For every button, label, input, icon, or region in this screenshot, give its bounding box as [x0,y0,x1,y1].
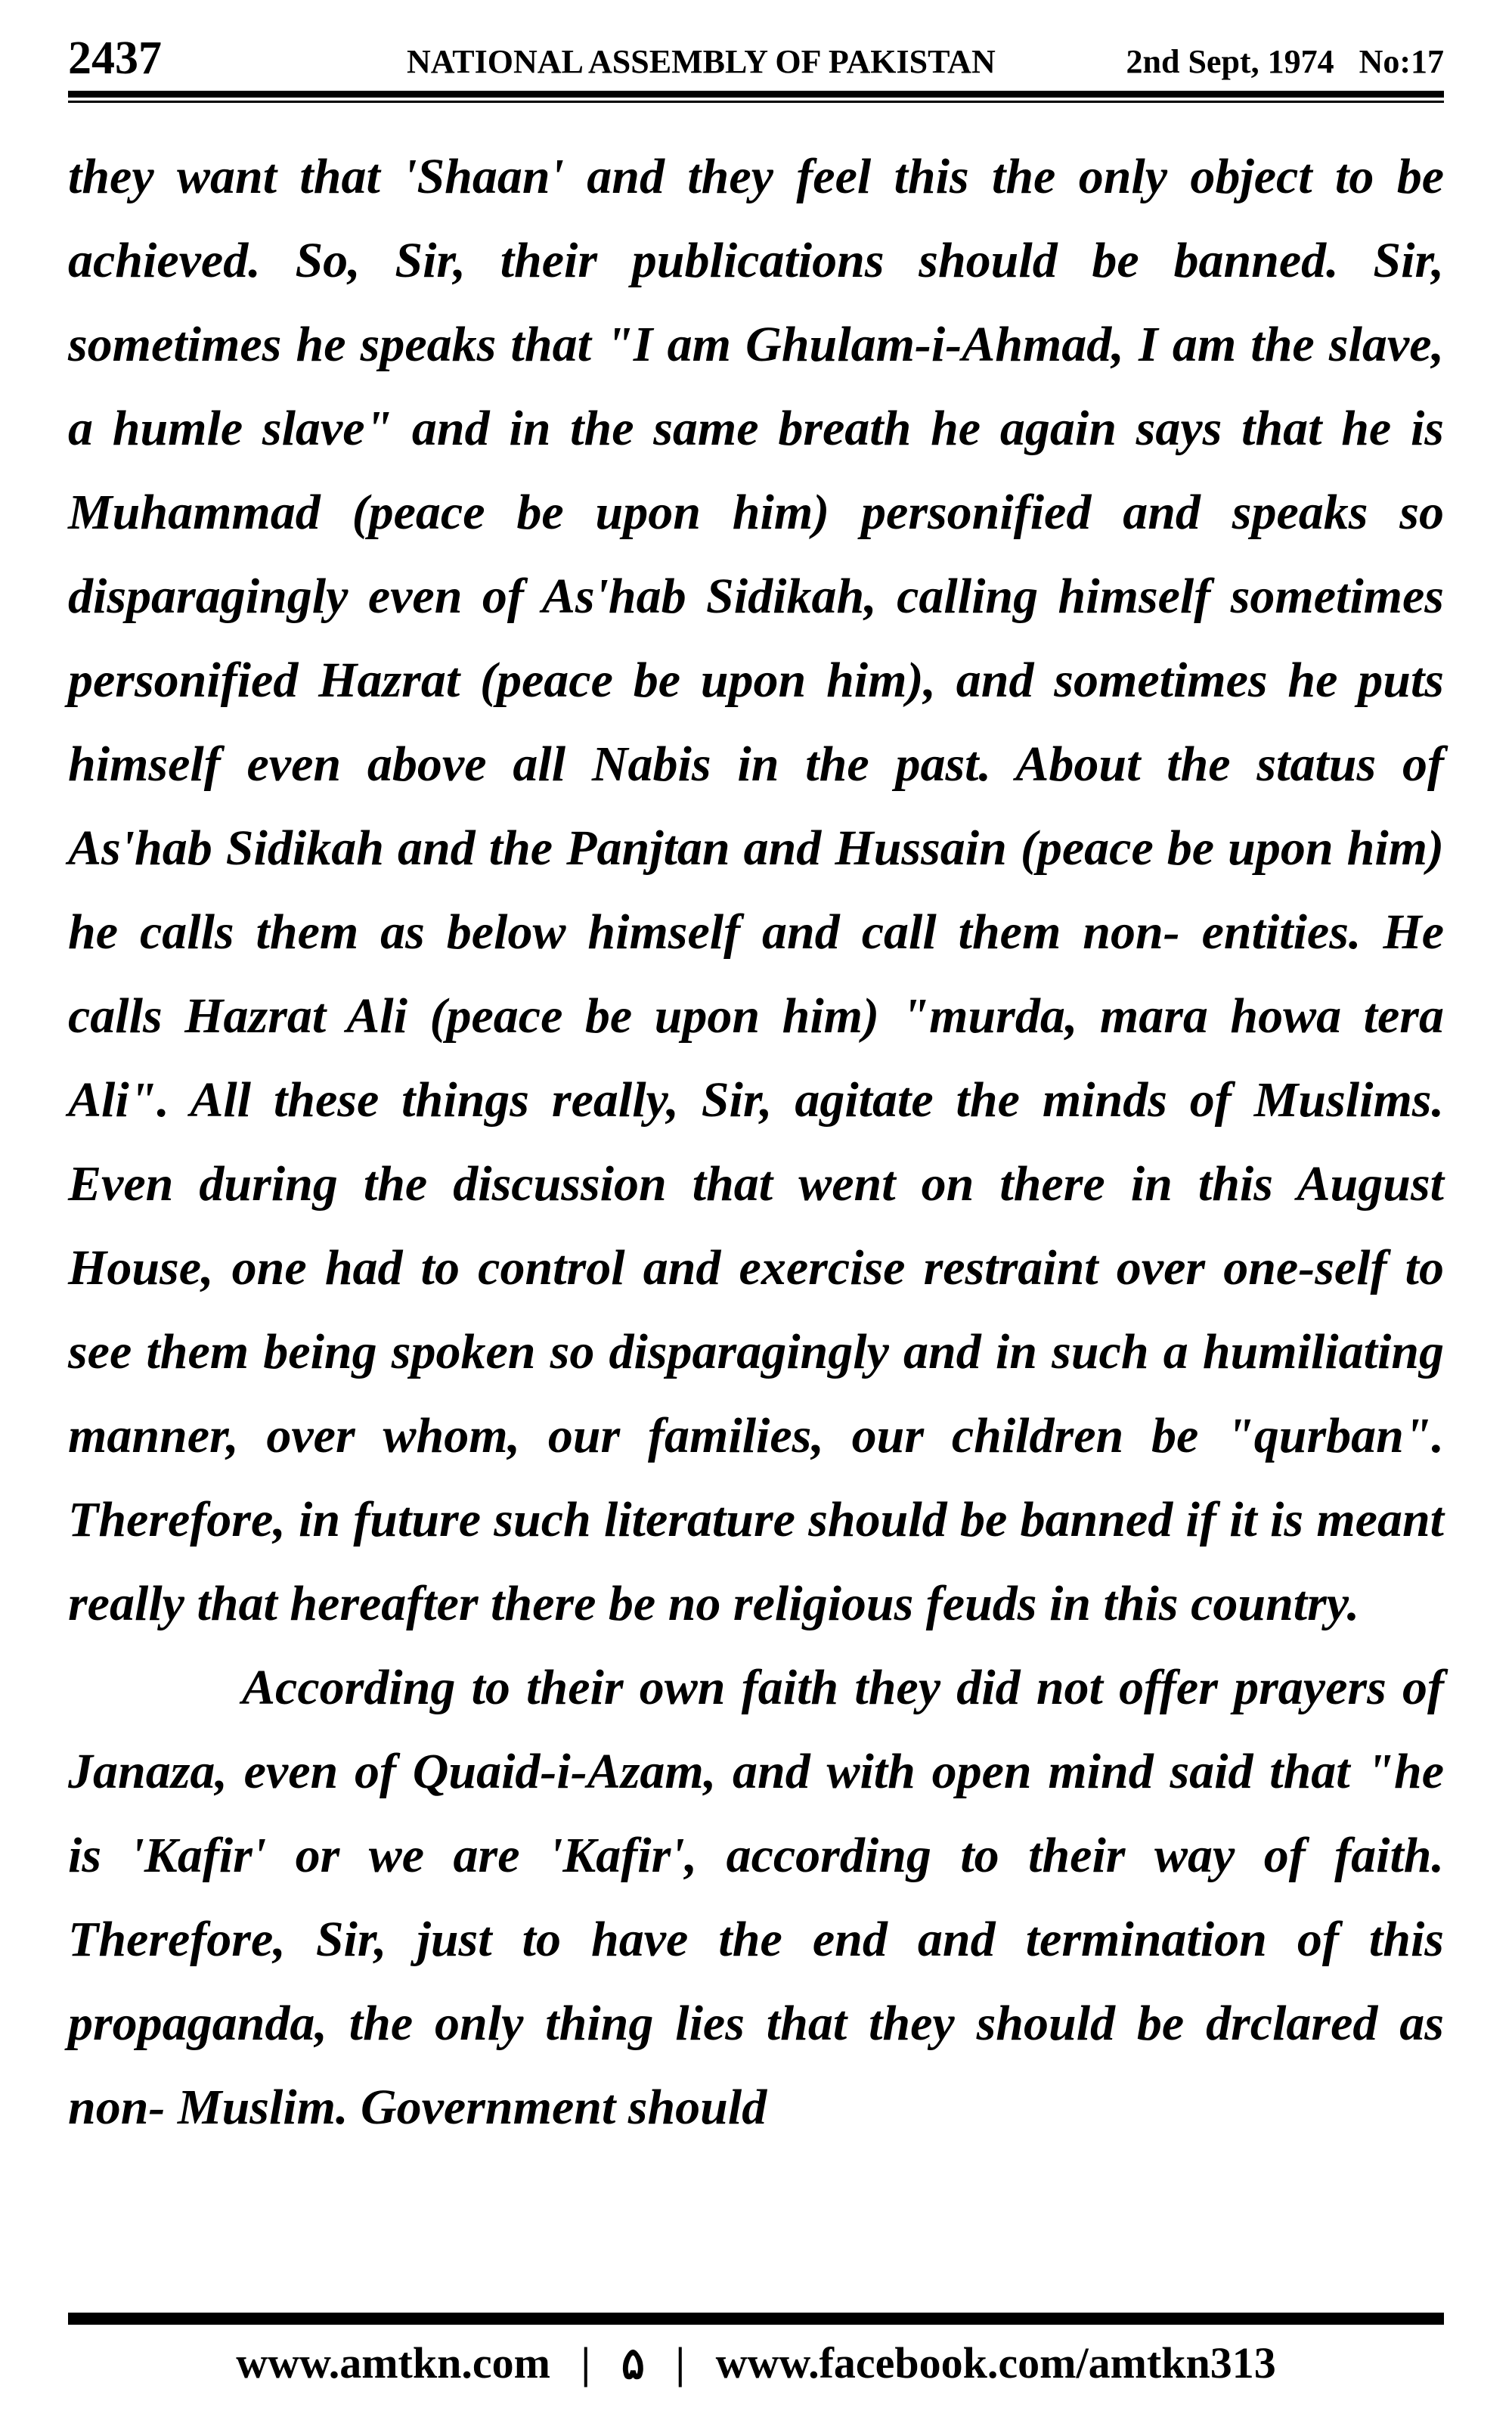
footer-facebook-link[interactable]: www.facebook.com/amtkn313 [715,2338,1276,2388]
footer-website-link[interactable]: www.amtkn.com [236,2338,550,2388]
footer-page-marker: ۵ [621,2338,645,2388]
paragraph-2: According to their own faith they did not offer prayers of Janaza, even of Quaid-i-Azam, and with open mind said that "he is 'Kafir' or we are 'Kafir', according to their way of faith. Therefore, Sir, just to have the end and termination of this propaganda, the only thing lies that they should be drclared as non- Muslim. Government should [68,1660,1444,2135]
page-number: 2437 [68,33,162,84]
header-rule-thin [68,101,1444,103]
header-rule-thick [68,91,1444,98]
document-body [68,135,1444,2149]
footer-rule [68,2313,1444,2325]
header-title: NATIONAL ASSEMBLY OF PAKISTAN [407,43,996,80]
footer-separator: | [675,2338,686,2388]
page-header [68,27,1444,88]
paragraph-1: they want that 'Shaan' and they feel this the only object to be achieved. So, Sir, their publications should be banned. Sir, sometimes he speaks that "I am Ghulam-i-Ahmad, I am the slave, a humle slave" and in the same breath he again says that he is Muhammad (peace be upon him) personified and speaks so disparagingly even of As'hab Sidikah, calling himself sometimes personified Hazrat (peace be upon him), and sometimes he puts himself even above all Nabis in the past. About the status of As'hab Sidikah and the Panjtan and Hussain (peace be upon him) he calls them as below himself and call them non- entities. He calls Hazrat Ali (peace be upon him) "murda, mara howa tera Ali". All these things really, Sir, agitate the minds of Muslims. Even during the discussion that went on there in this August House, one had to control and exercise restraint over one-self to see them being spoken so disparagingly and in such a humiliating manner, over whom, our families, our children be "qurban". Therefore, in future such literature should be banned if it is meant really that hereafter there be no religious feuds in this country. [68,149,1444,1631]
footer-separator: | [581,2338,591,2388]
page-footer [68,2333,1444,2394]
header-date: 2nd Sept, 1974 No:17 [1126,43,1444,80]
